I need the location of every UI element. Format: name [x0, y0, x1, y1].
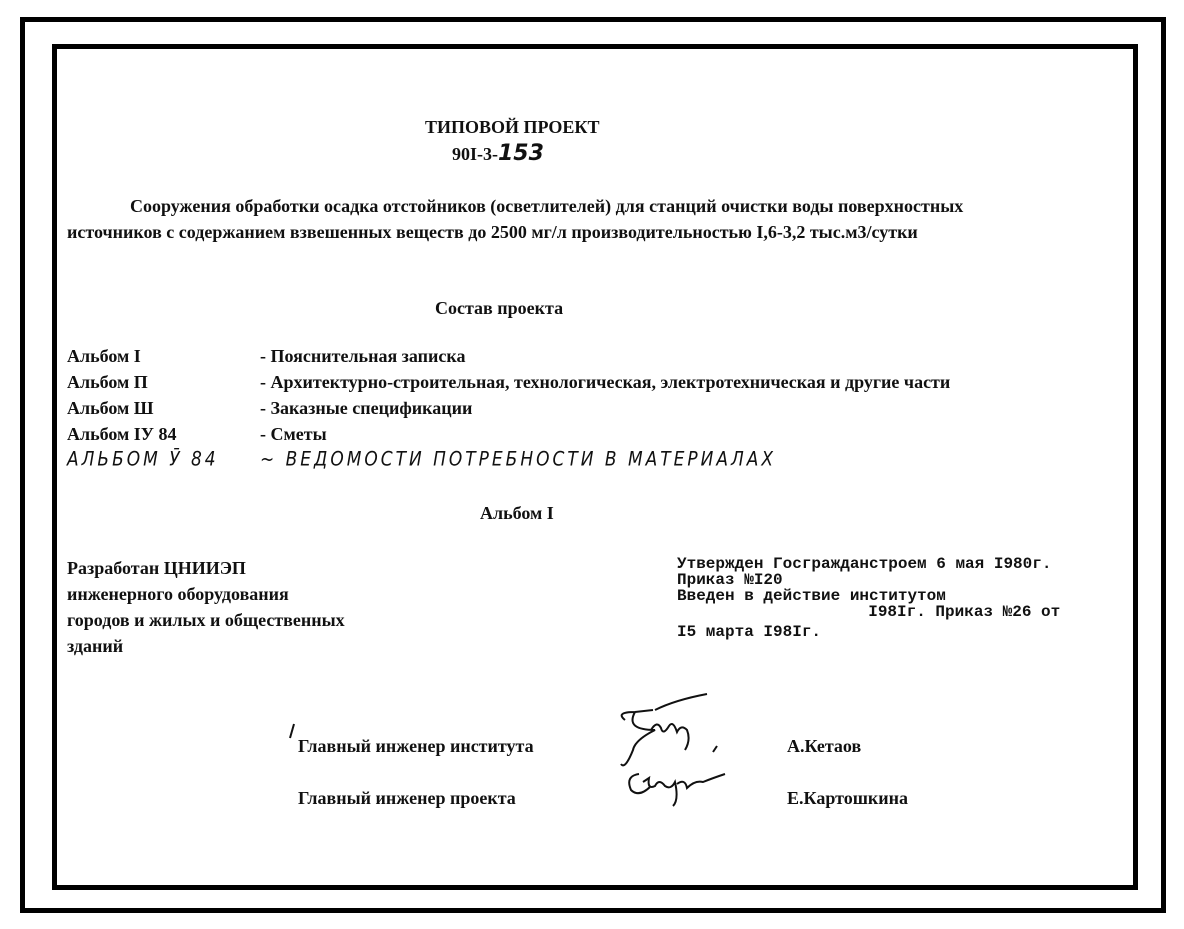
signature-name: Е.Картошкина	[787, 788, 909, 808]
doc-title: ТИПОВОЙ ПРОЕКТ	[425, 117, 600, 137]
album-desc: - Архитектурно-строительная, технологическая, электротехническая и другие части	[260, 372, 951, 392]
project-number-handwritten: 153	[498, 141, 544, 166]
description-line-1: Сооружения обработки осадка отстойников (осветлителей) для станций очистки воды поверхностных	[130, 196, 964, 216]
album-label: Альбом I	[67, 346, 141, 366]
signature-handwritten	[595, 690, 755, 810]
composition-title: Состав проекта	[435, 298, 564, 318]
album-label-handwritten: АЛЬБОМ Ӯ 84	[67, 448, 219, 471]
album-desc: - Сметы	[260, 424, 327, 444]
album-desc: - Пояснительная записка	[260, 346, 466, 366]
approval-line: Приказ №I20	[677, 571, 783, 589]
signature-role: Главный инженер проекта	[298, 788, 516, 808]
project-number	[452, 141, 544, 166]
project-number-prefix: 90I-3-	[452, 144, 498, 164]
tick-mark	[286, 722, 298, 742]
approval-line: Введен в действие институтом	[677, 587, 946, 605]
album-label: Альбом П	[67, 372, 148, 392]
description-line-2: источников с содержанием взвешенных веществ до 2500 мг/л производительностью I,6-3,2 тыс.м3/сутки	[67, 222, 918, 242]
developer-line: Разработан ЦНИИЭП	[67, 558, 246, 578]
album-label: Альбом Ш	[67, 398, 154, 418]
developer-line: инженерного оборудования	[67, 584, 289, 604]
signature-name: А.Кетаов	[787, 736, 862, 756]
approval-line: I98Iг. Приказ №26 от	[753, 603, 1061, 621]
current-album: Альбом I	[480, 503, 554, 523]
approval-line: Утвержден Госгражданстроем 6 мая I980г.	[677, 555, 1052, 573]
album-desc-handwritten: ~ ВЕДОМОСТИ ПОТРЕБНОСТИ В МАТЕРИАЛАХ	[260, 448, 777, 471]
album-label: Альбом IУ 84	[67, 424, 177, 444]
developer-line: зданий	[67, 636, 124, 656]
signature-role: Главный инженер института	[298, 736, 534, 756]
album-desc: - Заказные спецификации	[260, 398, 473, 418]
approval-line: I5 марта I98Iг.	[677, 623, 822, 641]
developer-line: городов и жилых и общественных	[67, 610, 345, 630]
